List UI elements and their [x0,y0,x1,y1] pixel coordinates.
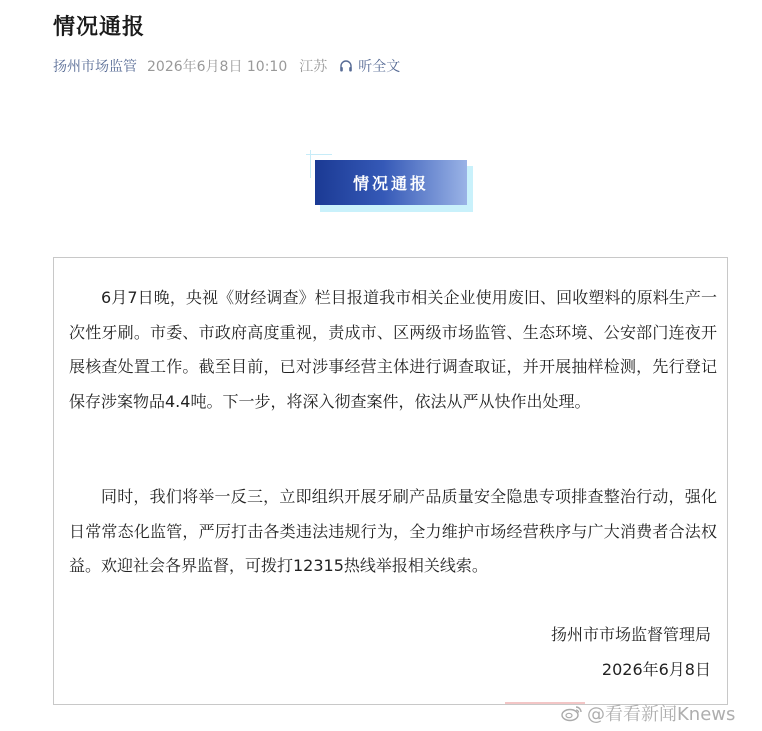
banner-text: 情况通报 [352,174,429,193]
listen-button[interactable] [339,56,400,76]
watermark-text: @看看新闻Knews [587,704,736,725]
notice-paragraph-1: 6月7日晚，央视《财经调查》栏目报道我市相关企业使用废旧、回收塑料的原料生产一次性牙刷。市委、市政府高度重视，责成市、区两级市场监管、生态环境、公安部门连夜开展核查处置工作。截至目前，已对涉事经营主体进行调查取证，并开展抽样检测，先行登记保存涉案物品4.4吨。下一步，将深入彻查案件，依法从严从快作出处理。 [69,288,717,411]
banner-box [315,160,467,205]
notice-paragraph-2: 同时，我们将举一反三，立即组织开展牙刷产品质量安全隐患专项排查整治行动，强化日常常态化监管，严厉打击各类违法违规行为，全力维护市场经营秩序与广大消费者合法权益。欢迎社会各界监督，可拨打12315热线举报相关线索。 [69,487,717,575]
weibo-icon [561,704,583,722]
account-name-link[interactable]: 扬州市场监管 [53,59,137,75]
banner-deco-line [310,150,311,178]
publish-datetime: 2026年6月8日 10:10 [147,59,288,75]
signature-org: 扬州市市场监督管理局 [550,625,711,644]
listen-label: 听全文 [358,59,401,75]
watermark-line [505,702,585,704]
article-meta [53,56,400,76]
watermark [505,700,735,726]
publish-region: 江苏 [299,59,328,75]
notice-box [53,257,728,705]
headphones-icon [339,59,353,73]
notice-banner [306,150,474,212]
article-title: 情况通报 [53,15,146,40]
signature-date: 2026年6月8日 [601,660,711,679]
